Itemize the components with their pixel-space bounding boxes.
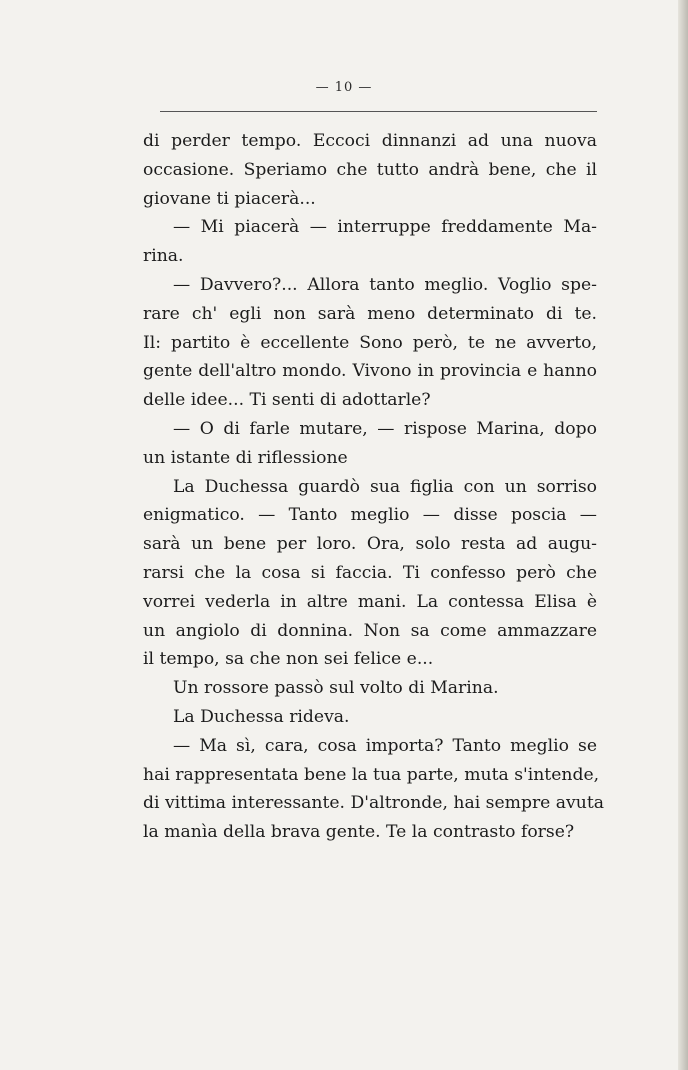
text-line: Un rossore passò sul volto di Marina.	[173, 678, 499, 699]
text-line: vorrei vederla in altre mani. La contessa Elisa è	[143, 591, 597, 612]
page-number: — 10 —	[315, 80, 373, 95]
text-line: rare ch' egli non sarà meno determinato di te.	[143, 303, 597, 324]
text-line: occasione. Speriamo che tutto andrà bene, che il	[143, 159, 597, 180]
text-line: — Mi piacerà — interruppe freddamente Ma-	[173, 217, 597, 238]
text-line: gente dell'altro mondo. Vivono in provincia e hanno	[143, 361, 597, 382]
text-line: — O di farle mutare, — rispose Marina, dopo	[173, 418, 597, 439]
paragraph	[143, 703, 597, 732]
text-line: La Duchessa guardò sua figlia con un sorriso	[173, 476, 597, 497]
text-line: delle idee... Ti senti di adottarle?	[143, 390, 431, 411]
text-line: di perder tempo. Eccoci dinnanzi ad una nuova	[143, 131, 597, 151]
page-edge-shadow	[678, 0, 688, 1070]
text-line: enigmatico. — Tanto meglio — disse poscia —	[143, 505, 597, 526]
paragraph	[143, 213, 597, 271]
paragraph	[143, 415, 597, 473]
text-line: rina.	[143, 246, 184, 267]
text-line: sarà un bene per loro. Ora, solo resta ad augu-	[143, 534, 597, 555]
text-line: di vittima interessante. D'altronde, hai sempre avuta	[143, 793, 604, 814]
text-line: — Ma sì, cara, cosa importa? Tanto meglio se	[173, 735, 597, 756]
text-line: un istante di riflessione	[143, 447, 348, 468]
text-line: hai rappresentata bene la tua parte, muta s'intende,	[143, 764, 600, 785]
paragraph	[143, 732, 604, 847]
paragraph	[143, 674, 597, 703]
text-line: un angiolo di donnina. Non sa come ammazzare	[143, 620, 597, 641]
text-line: il tempo, sa che non sei felice e...	[143, 649, 434, 670]
paragraph	[143, 271, 597, 415]
text-line: La Duchessa rideva.	[173, 706, 350, 727]
header-rule	[160, 111, 597, 112]
text-line: — Davvero?... Allora tanto meglio. Voglio spe-	[173, 274, 597, 295]
text-line: Il: partito è eccellente Sono però, te ne avverto,	[143, 332, 597, 353]
text-line: la manìa della brava gente. Te la contrasto forse?	[143, 822, 575, 843]
text-line: giovane ti piacerà...	[143, 188, 316, 209]
body-text	[143, 127, 604, 847]
text-line: rarsi che la cosa si faccia. Ti confesso però che	[143, 562, 597, 583]
paragraph	[143, 127, 597, 213]
paragraph	[143, 473, 597, 675]
